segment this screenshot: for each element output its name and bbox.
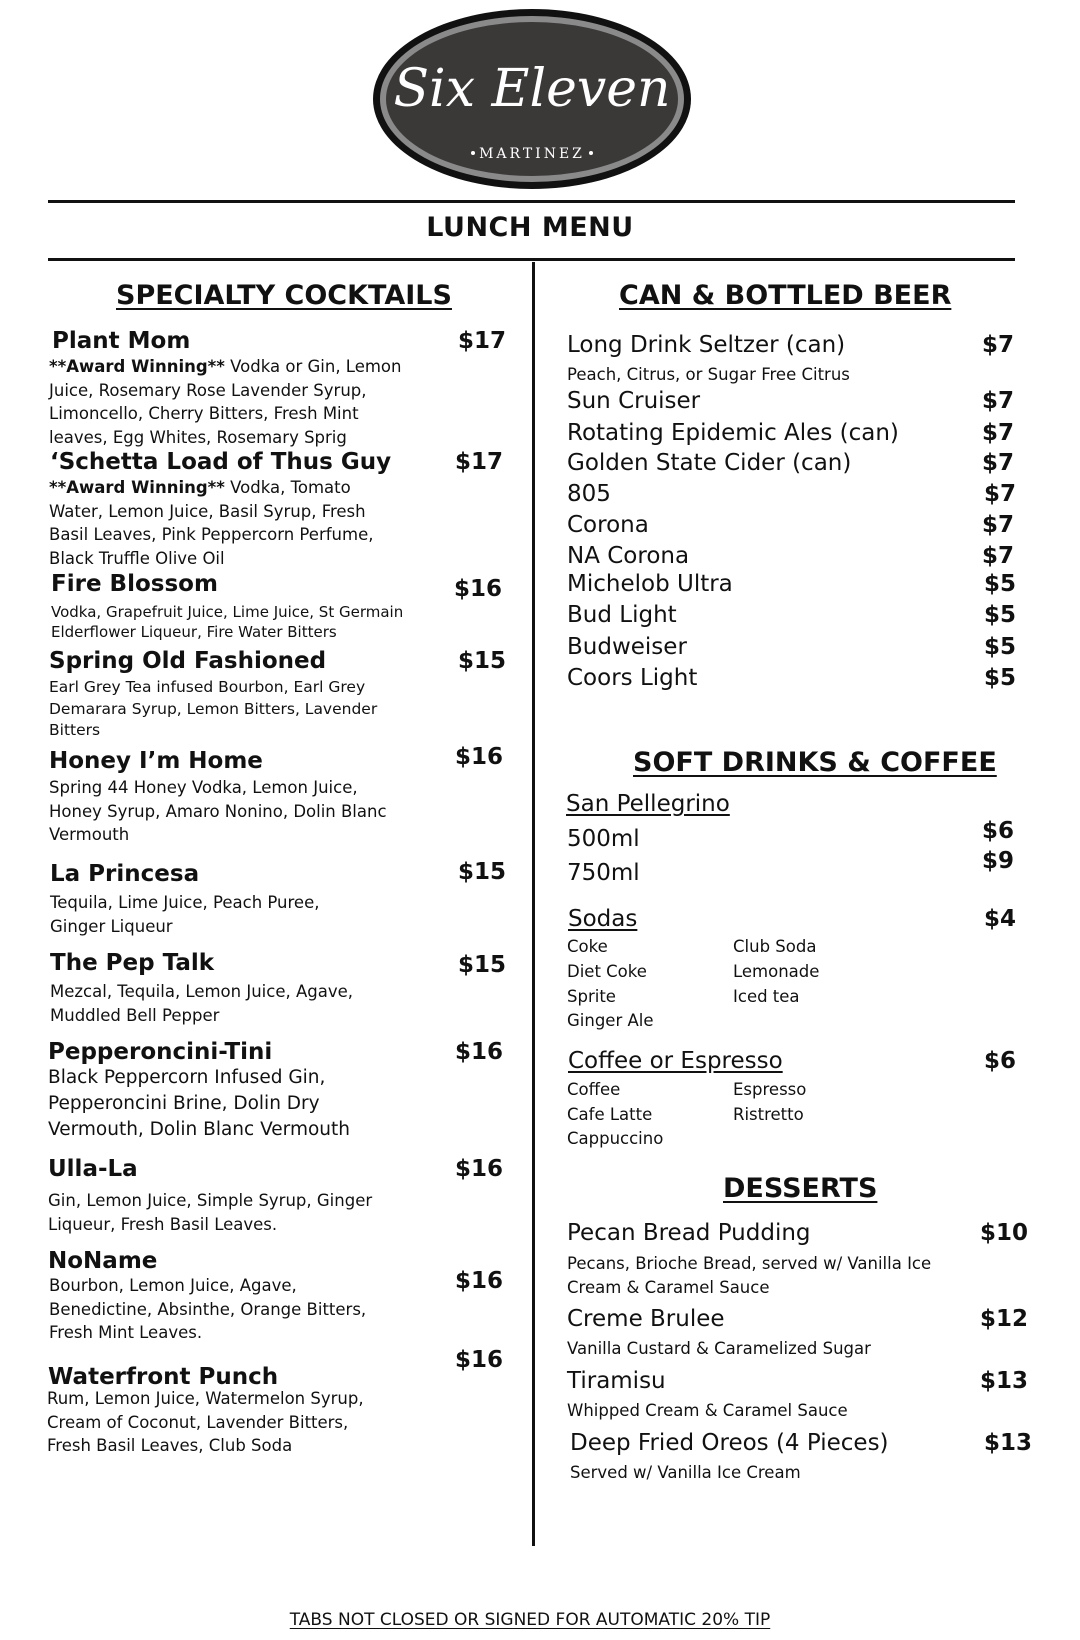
page-title: LUNCH MENU <box>426 212 634 243</box>
item-price: $16 <box>455 1039 504 1065</box>
dessert-item-name: Creme Brulee <box>567 1306 725 1332</box>
item-description: **Award Winning** Vodka, Tomato Water, Lemon Juice, Basil Syrup, Fresh Basil Leaves, Pink Peppercorn Perfume, Black Truffle Olive Oil <box>49 478 374 568</box>
item-price: $16 <box>455 1268 504 1294</box>
coffee-price: $6 <box>984 1048 1017 1074</box>
beer-item-price: $7 <box>982 512 1015 538</box>
item-price: $16 <box>455 1156 504 1182</box>
beer-item-price: $7 <box>982 388 1015 414</box>
beer-item-name: Golden State Cider (can) <box>567 450 852 476</box>
coffee-option: Cafe Latte <box>567 1105 653 1124</box>
soda-option: Sprite <box>567 987 616 1006</box>
item-description: Mezcal, Tequila, Lemon Juice, Agave, Muddled Bell Pepper <box>50 982 354 1025</box>
column-divider <box>532 262 535 1546</box>
beer-item-name: Long Drink Seltzer (can) <box>567 332 846 358</box>
tip-notice: TABS NOT CLOSED OR SIGNED FOR AUTOMATIC 20% TIP <box>289 1610 771 1630</box>
section-heading-soft-drinks: SOFT DRINKS & COFFEE <box>633 747 997 778</box>
sodas-price: $4 <box>984 906 1017 932</box>
dessert-item-description: Vanilla Custard & Caramelized Sugar <box>567 1339 871 1358</box>
item-name: Honey I’m Home <box>49 748 263 774</box>
beer-item-price: $5 <box>984 602 1017 628</box>
award-badge: **Award Winning** <box>49 357 225 376</box>
item-name: Plant Mom <box>52 328 191 354</box>
item-description: Rum, Lemon Juice, Watermelon Syrup, Cream of Coconut, Lavender Bitters, Fresh Basil Leaves, Club Soda <box>47 1389 364 1455</box>
soda-option: Club Soda <box>733 937 817 956</box>
pellegrino-label: San Pellegrino <box>566 791 730 817</box>
item-price: $17 <box>458 328 507 354</box>
divider-top <box>48 200 1015 203</box>
item-description: Vodka, Grapefruit Juice, Lime Juice, St Germain Elderflower Liqueur, Fire Water Bitters <box>51 603 404 641</box>
dessert-item-name: Deep Fried Oreos (4 Pieces) <box>570 1430 889 1456</box>
coffee-option: Espresso <box>733 1080 807 1099</box>
beer-item-price: $7 <box>984 481 1017 507</box>
coffee-option: Ristretto <box>733 1105 804 1124</box>
coffee-label: Coffee or Espresso <box>568 1048 783 1074</box>
beer-item-name: Rotating Epidemic Ales (can) <box>567 420 899 446</box>
pellegrino-size: 750ml <box>567 860 640 886</box>
item-description: Gin, Lemon Juice, Simple Syrup, Ginger Liqueur, Fresh Basil Leaves. <box>48 1191 373 1234</box>
soda-option: Iced tea <box>733 987 800 1006</box>
logo-location-text: MARTINEZ <box>479 146 585 162</box>
beer-item-name: Michelob Ultra <box>567 571 733 597</box>
beer-item-name: Budweiser <box>567 634 687 660</box>
item-price: $15 <box>458 859 507 885</box>
beer-item-name: 805 <box>567 481 611 507</box>
soda-option: Coke <box>567 937 608 956</box>
beer-item-price: $5 <box>984 665 1017 691</box>
item-name: Pepperoncini-Tini <box>48 1039 273 1065</box>
dessert-item-name: Pecan Bread Pudding <box>567 1220 811 1246</box>
item-price: $15 <box>458 952 507 978</box>
award-badge: **Award Winning** <box>49 478 225 497</box>
soda-option: Diet Coke <box>567 962 647 981</box>
item-name: Fire Blossom <box>51 571 218 597</box>
item-price: $16 <box>455 744 504 770</box>
item-name: NoName <box>48 1248 158 1274</box>
section-heading-cocktails: SPECIALTY COCKTAILS <box>116 280 452 311</box>
dessert-item-price: $13 <box>980 1368 1029 1394</box>
soda-option: Lemonade <box>733 962 820 981</box>
beer-item-price: $7 <box>982 420 1015 446</box>
item-description: Black Peppercorn Infused Gin, Pepperoncini Brine, Dolin Dry Vermouth, Dolin Blanc Vermouth <box>48 1067 351 1140</box>
beer-item-note: Peach, Citrus, or Sugar Free Citrus <box>567 365 850 384</box>
coffee-option: Cappuccino <box>567 1129 664 1148</box>
dessert-item-description: Pecans, Brioche Bread, served w/ Vanilla Ice Cream & Caramel Sauce <box>567 1254 932 1297</box>
section-heading-desserts: DESSERTS <box>723 1173 878 1204</box>
beer-item-name: Coors Light <box>567 665 698 691</box>
item-price: $16 <box>455 1347 504 1373</box>
dessert-item-description: Whipped Cream & Caramel Sauce <box>567 1401 848 1420</box>
soda-option: Ginger Ale <box>567 1011 654 1030</box>
item-name: Ulla-La <box>48 1156 138 1182</box>
item-description: Earl Grey Tea infused Bourbon, Earl Grey Demarara Syrup, Lemon Bitters, Lavender Bitters <box>49 678 378 739</box>
pellegrino-price: $6 <box>982 818 1015 844</box>
beer-item-price: $7 <box>982 543 1015 569</box>
dessert-item-price: $13 <box>984 1430 1033 1456</box>
divider-under-title <box>48 258 1015 261</box>
item-price: $17 <box>455 449 504 475</box>
section-heading-beer: CAN & BOTTLED BEER <box>619 280 952 311</box>
item-description: Bourbon, Lemon Juice, Agave, Benedictine, Absinthe, Orange Bitters, Fresh Mint Leaves. <box>49 1276 367 1342</box>
dessert-item-price: $10 <box>980 1220 1029 1246</box>
item-description: Tequila, Lime Juice, Peach Puree, Ginger Liqueur <box>50 893 320 936</box>
item-description: **Award Winning** Vodka or Gin, Lemon Juice, Rosemary Rose Lavender Syrup, Limoncello, Cherry Bitters, Fresh Mint leaves, Egg Whites, Rosemary Sprig <box>49 357 402 447</box>
item-price: $15 <box>458 648 507 674</box>
pellegrino-size: 500ml <box>567 826 640 852</box>
dessert-item-name: Tiramisu <box>567 1368 666 1394</box>
item-name: Waterfront Punch <box>48 1364 279 1390</box>
item-price: $16 <box>454 576 503 602</box>
dessert-item-description: Served w/ Vanilla Ice Cream <box>570 1463 801 1482</box>
item-name: Spring Old Fashioned <box>49 648 327 674</box>
beer-item-price: $7 <box>982 450 1015 476</box>
item-name: The Pep Talk <box>50 950 215 976</box>
pellegrino-price: $9 <box>982 848 1015 874</box>
item-description: Spring 44 Honey Vodka, Lemon Juice, Honey Syrup, Amaro Nonino, Dolin Blanc Vermouth <box>49 778 387 844</box>
beer-item-name: Corona <box>567 512 649 538</box>
beer-item-price: $7 <box>982 332 1015 358</box>
sodas-label: Sodas <box>568 906 638 932</box>
beer-item-name: NA Corona <box>567 543 690 569</box>
beer-item-name: Sun Cruiser <box>567 388 701 414</box>
beer-item-price: $5 <box>984 571 1017 597</box>
brand-logo <box>370 6 694 192</box>
item-name: La Princesa <box>50 861 200 887</box>
beer-item-price: $5 <box>984 634 1017 660</box>
dessert-item-price: $12 <box>980 1306 1029 1332</box>
beer-item-name: Bud Light <box>567 602 677 628</box>
logo-script-text: Six Eleven <box>393 59 671 119</box>
item-name: ‘Schetta Load of Thus Guy <box>50 449 392 475</box>
coffee-option: Coffee <box>567 1080 621 1099</box>
